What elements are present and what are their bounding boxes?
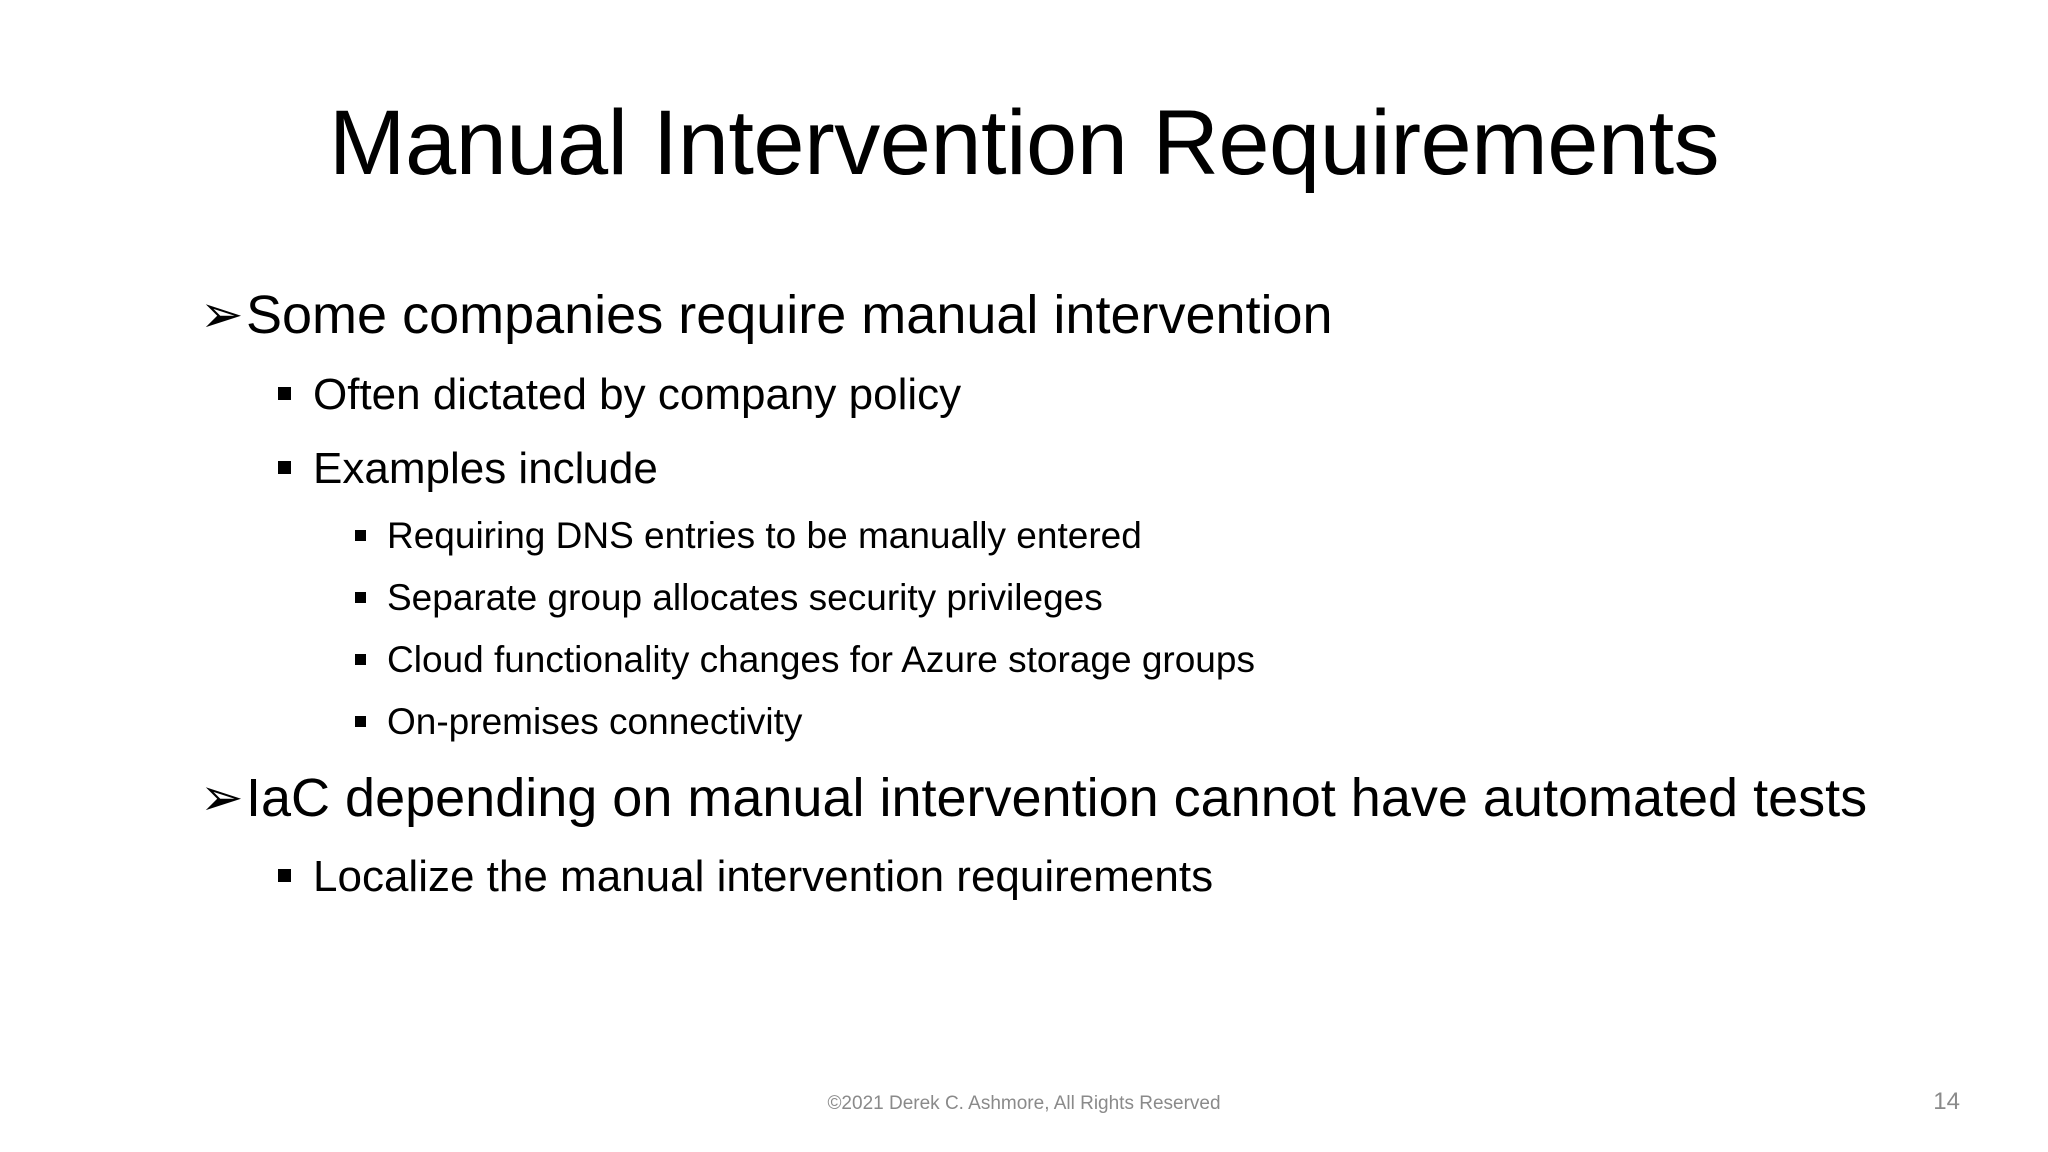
bullet-item xyxy=(355,637,1255,683)
bullet-text: Requiring DNS entries to be manually entered xyxy=(387,515,1142,556)
bullet-item xyxy=(278,850,1213,904)
page-number: 14 xyxy=(1933,1088,1960,1115)
square-bullet-icon xyxy=(355,530,366,541)
arrow-bullet-icon: ➢ xyxy=(200,286,244,344)
bullet-item xyxy=(355,575,1103,621)
square-bullet-icon xyxy=(278,869,291,882)
bullet-text: Often dictated by company policy xyxy=(313,370,962,419)
bullet-text: Cloud functionality changes for Azure storage groups xyxy=(387,639,1255,680)
bullet-item xyxy=(278,368,961,422)
bullet-text: On-premises connectivity xyxy=(387,701,803,742)
square-bullet-icon xyxy=(278,461,291,474)
arrow-bullet-icon: ➢ xyxy=(200,769,244,827)
bullet-item xyxy=(200,766,1867,830)
slide-title: Manual Intervention Requirements xyxy=(328,92,1720,194)
bullet-text: Examples include xyxy=(313,444,658,493)
bullet-item xyxy=(355,699,802,745)
bullet-item xyxy=(278,442,658,496)
bullet-item xyxy=(200,283,1333,347)
bullet-text: Separate group allocates security privileges xyxy=(387,577,1103,618)
bullet-text: Some companies require manual intervention xyxy=(246,285,1333,345)
square-bullet-icon xyxy=(355,592,366,603)
square-bullet-icon xyxy=(355,716,366,727)
square-bullet-icon xyxy=(355,654,366,665)
square-bullet-icon xyxy=(278,387,291,400)
bullet-text: Localize the manual intervention requirements xyxy=(313,852,1214,901)
copyright-footer: ©2021 Derek C. Ashmore, All Rights Reserved xyxy=(827,1093,1221,1114)
bullet-text: IaC depending on manual intervention cannot have automated tests xyxy=(246,768,1868,828)
bullet-item xyxy=(355,513,1142,559)
